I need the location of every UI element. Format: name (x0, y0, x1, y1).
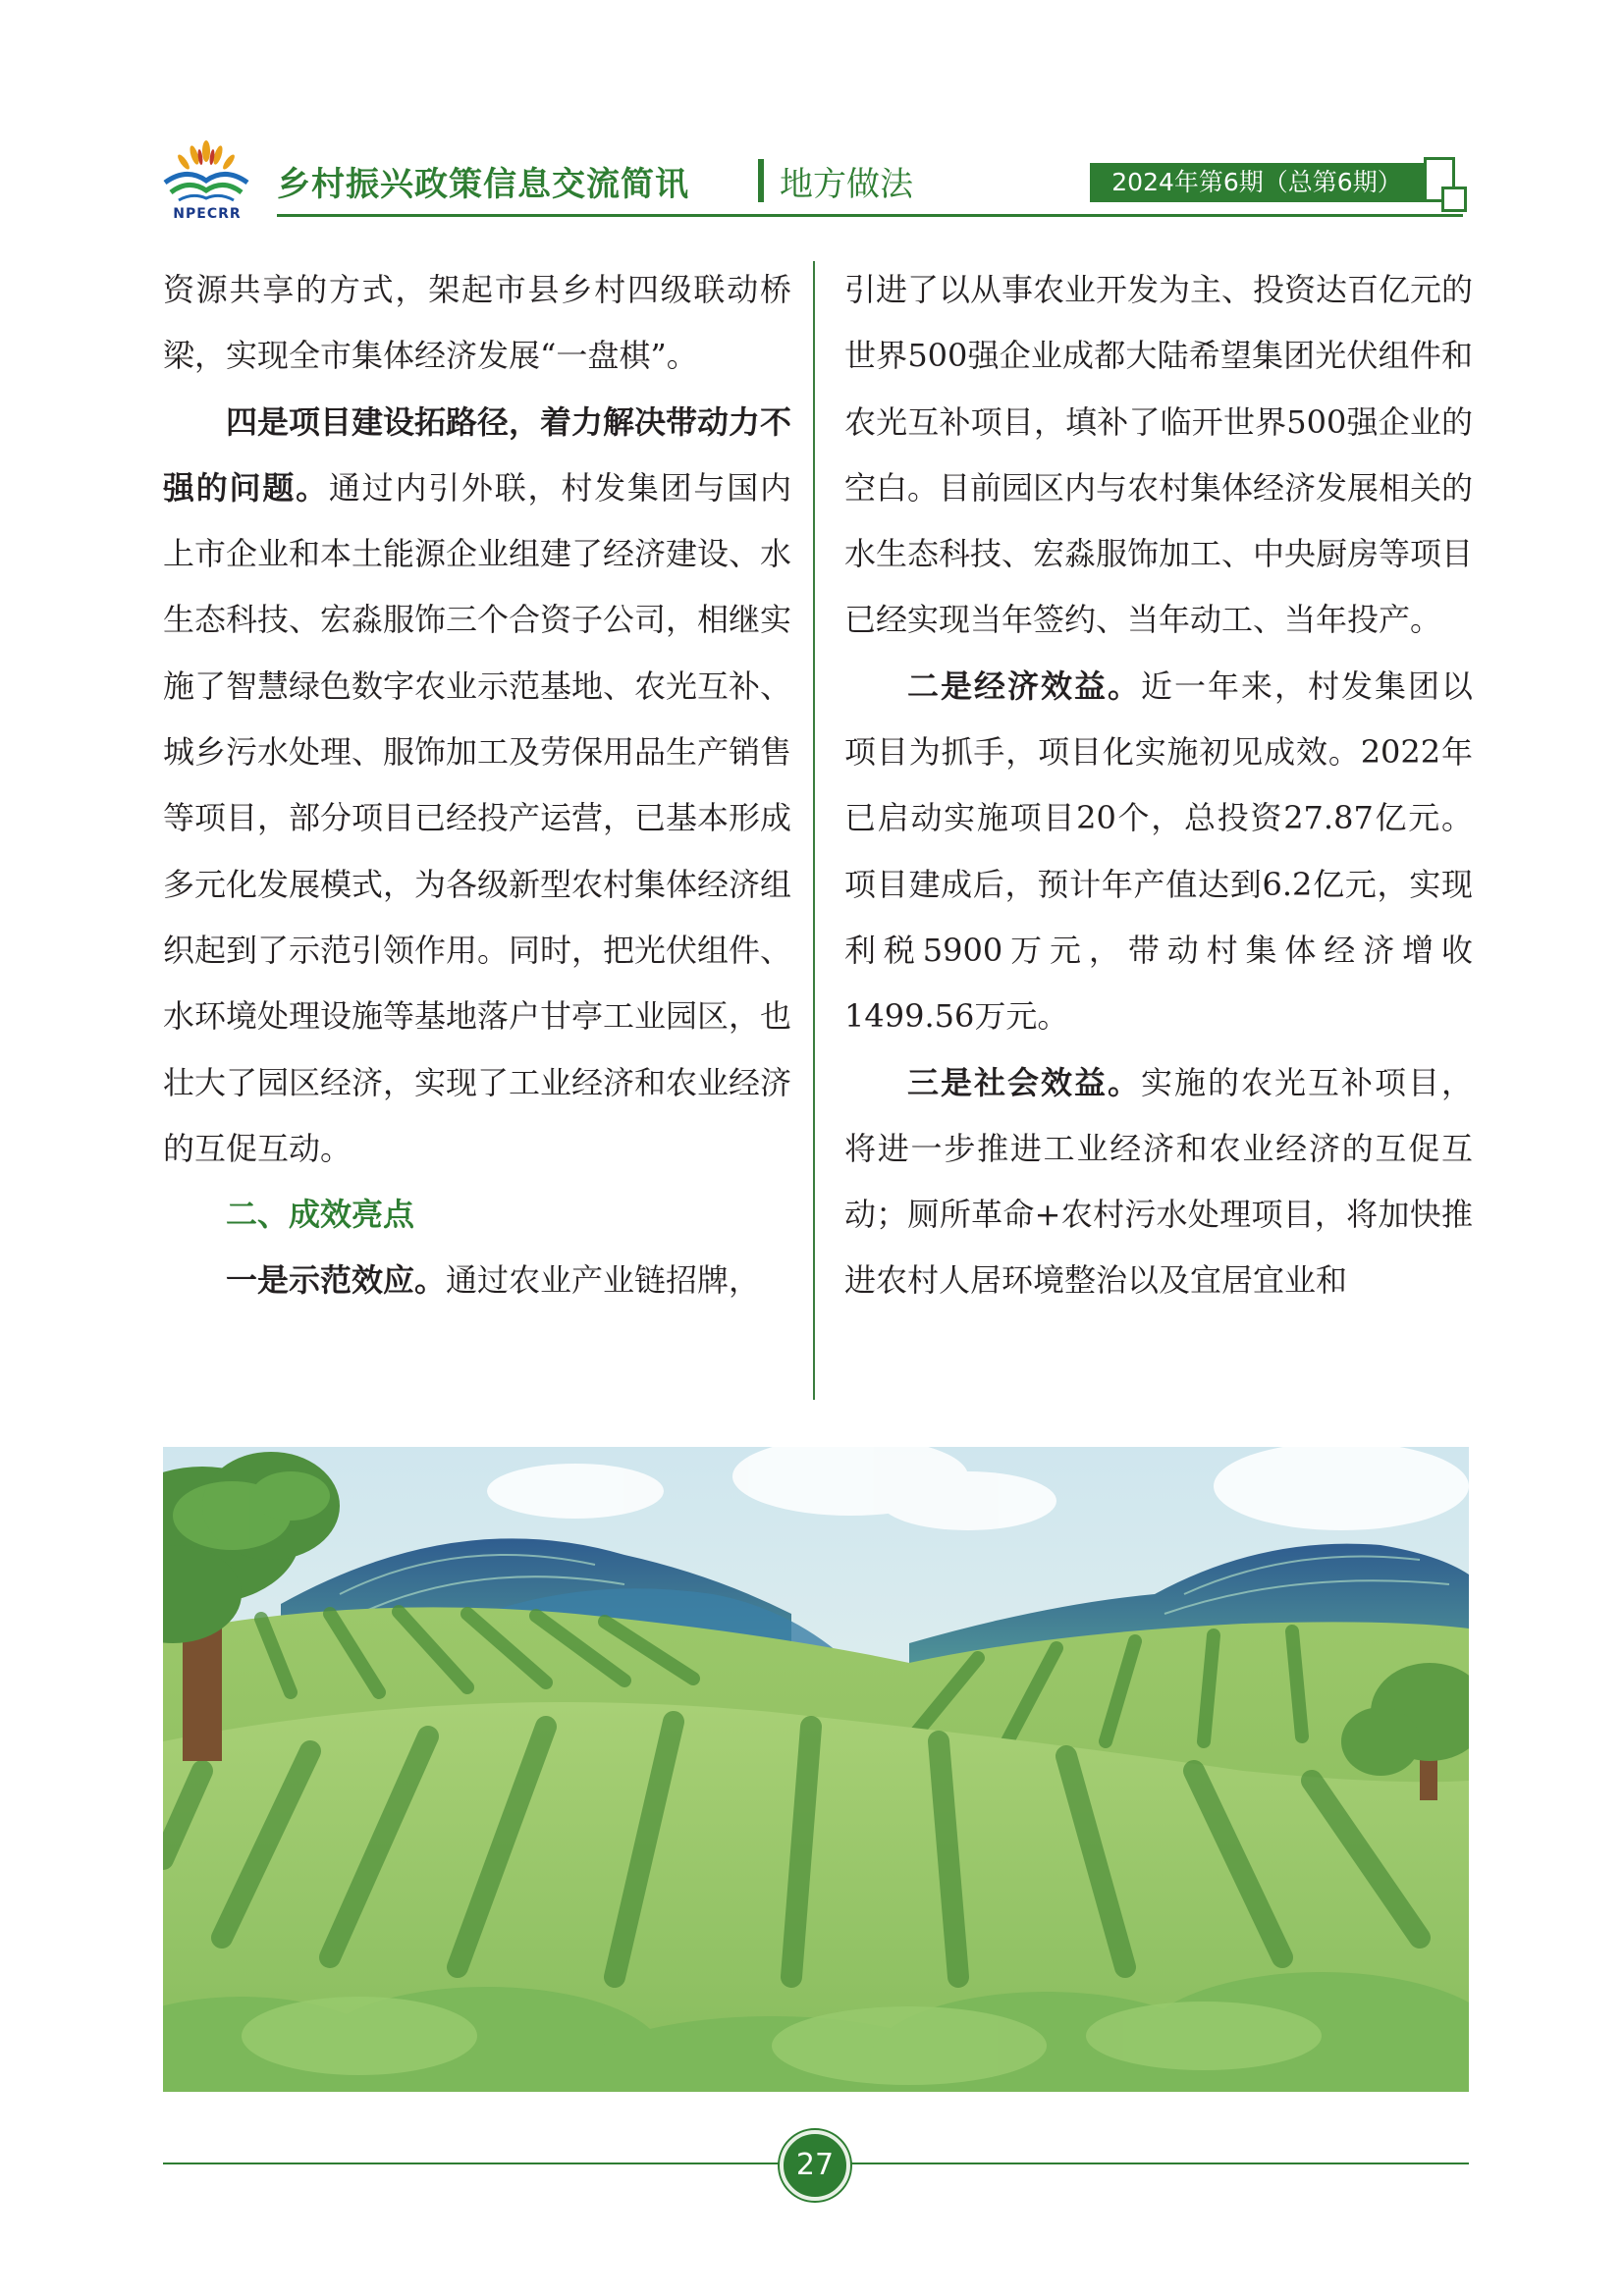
publication-title: 乡村振兴政策信息交流简讯 (277, 165, 689, 204)
paragraph (163, 390, 791, 1183)
header-rule (277, 214, 1463, 217)
paragraph-text: 近一年来，村发集团以项目为抓手，项目化实施初见成效。2022年已启动实施项目20个，总投资27.87亿元。项目建成后，预计年产值达到6.2亿元，实现利税5900万元，带动村集体经济增收1499.56万元。 (844, 667, 1473, 1036)
paragraph-text: 通过内引外联，村发集团与国内上市企业和本土能源企业组建了经济建设、水生态科技、宏淼服饰三个合资子公司，相继实施了智慧绿色数字农业示范基地、农光互补、城乡污水处理、服饰加工及劳保用品生产销售等项目，部分项目已经投产运营，已基本形成多元化发展模式，为各级新型农村集体经济组织起到了示范引领作用。同时，把光伏组件、水环境处理设施等基地落户甘亭工业园区，也壮大了园区经济，实现了工业经济和农业经济的互促互动。 (163, 468, 792, 1167)
left-column (163, 257, 791, 1314)
footer-rule-left (163, 2163, 780, 2164)
paragraph (163, 1248, 791, 1313)
paragraph: 资源共享的方式，架起市县乡村四级联动桥梁，实现全市集体经济发展“一盘棋”。 (163, 271, 791, 375)
section-heading: 二、成效亮点 (226, 1196, 415, 1234)
page-number-badge (780, 2130, 850, 2201)
corner-decoration-small (1441, 187, 1467, 212)
title-separator (758, 159, 764, 202)
page-header (157, 137, 1473, 226)
footer-rule-right (850, 2163, 1469, 2164)
lead-phrase: 二是经济效益。 (907, 667, 1141, 705)
section-name: 地方做法 (780, 165, 913, 204)
npecrr-logo (157, 137, 255, 226)
logo-text: NPECRR (173, 206, 242, 222)
lead-phrase: 三是社会效益。 (907, 1063, 1141, 1101)
column-divider (813, 261, 815, 1400)
paragraph: 引进了以从事农业开发为主、投资达百亿元的世界500强企业成都大陆希望集团光伏组件和农光互补项目，填补了临开世界500强企业的空白。目前园区内与农村集体经济发展相关的水生态科技、宏淼服饰加工、中央厨房等项目已经实现当年签约、当年动工、当年投产。 (844, 271, 1474, 639)
farmland-illustration (163, 1447, 1469, 2092)
paragraph-text: 通过农业产业链招牌， (446, 1261, 761, 1300)
right-column (844, 257, 1473, 1314)
lead-phrase: 一是示范效应。 (226, 1261, 447, 1300)
lead-phrase: 四是项目建设拓路径，着力解决带动力不强的问题。 (163, 402, 792, 507)
paragraph (844, 1050, 1473, 1314)
issue-badge: 2024年第6期（总第6期） (1090, 163, 1424, 202)
paragraph (844, 654, 1473, 1050)
paragraph-text: 实施的农光互补项目，将进一步推进工业经济和农业经济的互促互动；厕所革命+农村污水处理项目，将加快推进农村人居环境整治以及宜居宜业和 (844, 1063, 1473, 1300)
page-number: 27 (795, 2148, 835, 2182)
